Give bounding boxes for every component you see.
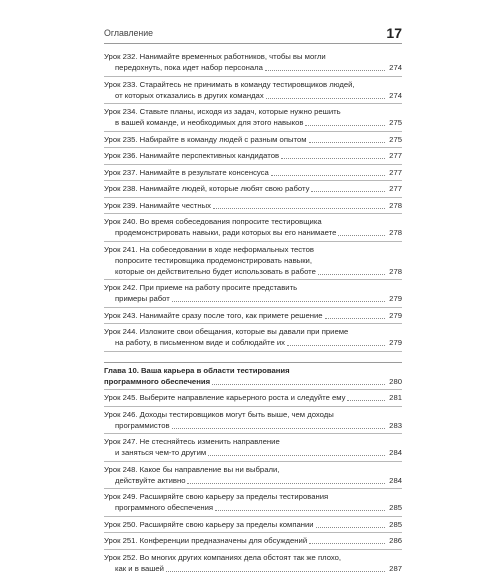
entry-title-line: на работу, в письменном виде и соблюдайте их	[104, 337, 402, 348]
chapter-heading	[104, 362, 402, 390]
entry-page-number: 277	[386, 167, 402, 178]
dot-leader	[347, 399, 385, 401]
entry-title-line: Урок 232. Нанимайте временных работников, чтобы вы могли	[104, 51, 402, 62]
entry-page-number: 274	[386, 62, 402, 73]
toc-entry	[104, 433, 402, 461]
toc-entry	[104, 164, 402, 181]
entry-page-number: 285	[386, 519, 402, 530]
toc-entry	[104, 103, 402, 131]
entry-title-line: Урок 249. Расширяйте свою карьеру за пределы тестирования	[104, 491, 402, 502]
dot-leader	[215, 509, 385, 511]
dot-leader	[287, 344, 385, 346]
toc-entry	[104, 49, 402, 76]
entry-title-line: от которых отказались в других командах	[104, 90, 402, 101]
entry-title-line: Урок 250. Расширяйте свою карьеру за пределы компании	[104, 519, 402, 530]
dot-leader	[309, 542, 385, 544]
entry-title-line: как и в вашей	[104, 563, 402, 574]
entry-page-number: 283	[386, 420, 402, 431]
entry-page-number: 279	[386, 310, 402, 321]
page-header	[104, 24, 402, 44]
chapter-title-line: программного обеспечения	[104, 376, 402, 387]
dot-leader	[281, 157, 385, 159]
entry-title-line: Урок 244. Изложите свои обещания, которые вы давали при приеме	[104, 326, 402, 337]
entry-title-line: которые он действительно будет использовать в работе	[104, 266, 402, 277]
entry-page-number: 279	[386, 293, 402, 304]
entry-title-line: Урок 241. На собеседовании в ходе неформальных тестов	[104, 244, 402, 255]
entry-title-line: программного обеспечения	[104, 502, 402, 513]
running-header-title: Оглавление	[104, 28, 153, 38]
entry-page-number: 281	[386, 392, 402, 403]
dot-leader	[208, 454, 385, 456]
entry-page-number: 275	[386, 117, 402, 128]
entry-page-number: 277	[386, 150, 402, 161]
dot-leader	[166, 570, 385, 572]
dot-leader	[212, 383, 385, 385]
entry-page-number: 287	[386, 563, 402, 574]
entry-page-number: 284	[386, 475, 402, 486]
toc-entry	[104, 488, 402, 516]
chapter-separator	[104, 351, 402, 362]
entry-title-line: попросите тестировщика продемонстрировать навыки,	[104, 255, 402, 266]
entry-title-line: Урок 236. Нанимайте перспективных кандидатов	[104, 150, 402, 161]
page-number: 17	[386, 25, 402, 41]
entry-title-line: Урок 237. Нанимайте в результате консенсуса	[104, 167, 402, 178]
entry-title-line: Урок 246. Доходы тестировщиков могут быть выше, чем доходы	[104, 409, 402, 420]
toc-entry	[104, 406, 402, 434]
entry-page-number: 284	[386, 447, 402, 458]
dot-leader	[318, 273, 385, 275]
entry-page-number: 275	[386, 134, 402, 145]
entry-page-number: 278	[386, 227, 402, 238]
table-of-contents	[104, 49, 402, 576]
toc-entry	[104, 213, 402, 241]
dot-leader	[309, 141, 385, 143]
dot-leader	[271, 174, 385, 176]
entry-title-line: примеры работ	[104, 293, 402, 304]
entry-page-number: 278	[386, 266, 402, 277]
entry-page-number: 279	[386, 337, 402, 348]
entry-page-number: 285	[386, 502, 402, 513]
toc-entry	[104, 197, 402, 214]
entry-title-line: Урок 251. Конференции предназначены для обсуждений	[104, 535, 402, 546]
toc-entry	[104, 147, 402, 164]
dot-leader	[172, 300, 385, 302]
entry-title-line: Урок 233. Старайтесь не принимать в команду тестировщиков людей,	[104, 79, 402, 90]
entry-title-line: Урок 243. Нанимайте сразу после того, как примете решение	[104, 310, 402, 321]
entry-title-line: Урок 235. Набирайте в команду людей с разным опытом	[104, 134, 402, 145]
entry-title-line: Урок 239. Нанимайте честных	[104, 200, 402, 211]
toc-entry	[104, 389, 402, 406]
toc-entry	[104, 307, 402, 324]
toc-entry	[104, 549, 402, 576]
entry-title-line: Урок 245. Выберите направление карьерного роста и следуйте ему	[104, 392, 402, 403]
toc-entry	[104, 76, 402, 104]
dot-leader	[172, 427, 385, 429]
entry-title-line: Урок 242. При приеме на работу просите представить	[104, 282, 402, 293]
entry-title-line: передохнуть, пока идет набор персонала	[104, 62, 402, 73]
dot-leader	[316, 526, 385, 528]
entry-page-number: 277	[386, 183, 402, 194]
entry-title-line: Урок 247. Не стесняйтесь изменить направление	[104, 436, 402, 447]
dot-leader	[187, 482, 385, 484]
entry-title-line: в вашей команде, и необходимых для этого навыков	[104, 117, 402, 128]
entry-title-line: продемонстрировать навыки, ради которых вы его нанимаете	[104, 227, 402, 238]
dot-leader	[265, 69, 385, 71]
toc-entry	[104, 461, 402, 489]
entry-page-number: 274	[386, 90, 402, 101]
entry-page-number: 280	[386, 376, 402, 387]
toc-entry	[104, 180, 402, 197]
dot-leader	[266, 97, 385, 99]
toc-entry	[104, 279, 402, 307]
dot-leader	[311, 190, 385, 192]
toc-entry	[104, 131, 402, 148]
toc-entry	[104, 532, 402, 549]
entry-title-line: программистов	[104, 420, 402, 431]
entry-page-number: 278	[386, 200, 402, 211]
dot-leader	[338, 234, 385, 236]
entry-title-line: Урок 248. Какое бы направление вы ни выбрали,	[104, 464, 402, 475]
toc-entry	[104, 241, 402, 280]
toc-entry	[104, 323, 402, 351]
toc-entry	[104, 516, 402, 533]
entry-title-line: действуйте активно	[104, 475, 402, 486]
entry-title-line: Урок 234. Ставьте планы, исходя из задач, которые нужно решить	[104, 106, 402, 117]
chapter-title-line: Глава 10. Ваша карьера в области тестирования	[104, 365, 402, 376]
entry-title-line: Урок 238. Нанимайте людей, которые любят свою работу	[104, 183, 402, 194]
entry-title-line: Урок 252. Во многих других компаниях дела обстоят так же плохо,	[104, 552, 402, 563]
dot-leader	[213, 207, 385, 209]
entry-title-line: и заняться чем-то другим	[104, 447, 402, 458]
entry-title-line: Урок 240. Во время собеседования попросите тестировщика	[104, 216, 402, 227]
dot-leader	[325, 317, 385, 319]
entry-page-number: 286	[386, 535, 402, 546]
dot-leader	[305, 124, 385, 126]
